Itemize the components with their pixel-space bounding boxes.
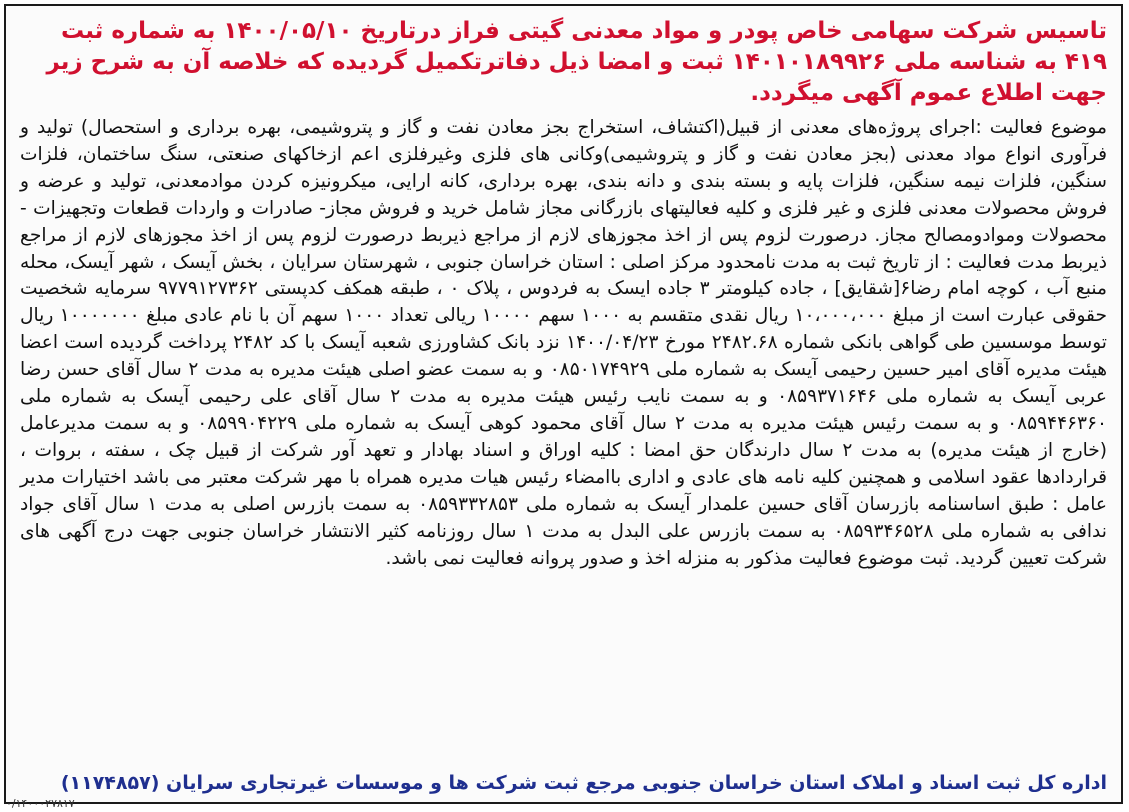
reference-code: ۰/۱۴۰۰۰۲۷۸۱۷ — [6, 797, 75, 810]
notice-footer: اداره کل ثبت اسناد و املاک استان خراسان جنوبی مرجع ثبت شرکت ها و موسسات غیرتجاری سرایان (۱۱۷۴۸۵۷) — [60, 772, 1107, 794]
registration-notice — [4, 4, 1123, 804]
notice-title: تاسیس شرکت سهامی خاص پودر و مواد معدنی گیتی فراز درتاریخ ۱۴۰۰/۰۵/۱۰ به شماره ثبت ۴۱۹ به شناسه ملی ۱۴۰۱۰۱۸۹۹۲۶ ثبت و امضا ذیل دفاترتکمیل گردیده که خلاصه آن به شرح زیر جهت اطلاع عموم آگهی میگردد. — [46, 18, 1107, 106]
notice-body: موضوع فعالیت :اجرای پروژه‌های معدنی از قبیل(اکتشاف، استخراج بجز معادن نفت و گاز و پتروشیمی، بهره برداری و استحصال) تولید و فرآوری انواع مواد معدنی (بجز معادن نفت و گاز و پتروشیمی)وکانی های فلزی وغیرفلزی اعم ازخاکهای صنعتی، سنگ ساختمان، فلزات سنگین، فلزات نیمه سنگین، فلزات پایه و بسته بندی و دانه بندی، بهره برداری، کانه ارایی، میکرونیزه کردن موادمعدنی، تولید و عرضه و فروش محصولات معدنی فلزی و غیر فلزی و کلیه فعالیتهای بازرگانی مجاز شامل خرید و فروش مجاز- صادرات و واردات قطعات وتجهیزات - محصولات وموادومصالح مجاز. درصورت لزوم پس از اخذ مجوزهای لازم از مراجع ذیربط درصورت لزوم پس از اخذ مجوزهای لازم از مراجع ذیربط مدت فعالیت : از تاریخ ثبت به مدت نامحدود مرکز اصلی : استان خراسان جنوبی ، شهرستان سرایان ، بخش آیسک ، شهر آیسک، محله منبع آب ، کوچه امام رضا۶[شقایق] ، جاده کیلومتر ۳ جاده ایسک به فردوس ، پلاک ۰ ، طبقه همکف کدپستی ۹۷۷۹۱۲۷۳۶۲ سرمایه شخصیت حقوقی عبارت است از مبلغ ۱۰،۰۰۰،۰۰۰ ریال نقدی متقسم به ۱۰۰۰ سهم ۱۰۰۰۰ ریالی تعداد ۱۰۰۰ سهم آن با نام عادی مبلغ ۱۰۰۰۰۰۰۰ ریال توسط موسسین طی گواهی بانکی شماره ۲۴۸۲.۶۸ مورخ ۱۴۰۰/۰۴/۲۳ نزد بانک کشاورزی شعبه آیسک با کد ۲۴۸۲ پرداخت گردیده است اعضا هیئت مدیره آقای امیر حسین رحیمی آیسک به شماره ملی ۰۸۵۰۱۷۴۹۲۹ و به سمت عضو اصلی هیئت مدیره به مدت ۲ سال آقای حسن رضا عربی آیسک به شماره ملی ۰۸۵۹۳۷۱۶۴۶ و به سمت نایب رئیس هیئت مدیره به مدت ۲ سال آقای علی رحیمی آیسک به شماره ملی ۰۸۵۹۴۴۶۳۶۰ و به سمت رئیس هیئت مدیره به مدت ۲ سال آقای محمود کوهی آیسک به شماره ملی ۰۸۵۹۹۰۴۲۲۹ و به سمت مدیرعامل (خارج از هیئت مدیره) به مدت ۲ سال دارندگان حق امضا : کلیه اوراق و اسناد بهادار و تعهد آور شرکت از قبیل چک ، سفته ، بروات ، قراردادها عقود اسلامی و همچنین کلیه نامه های عادی و اداری باامضاء رئیس هیات مدیره همراه با مهر شرکت معتبر می باشد اختیارات مدیر عامل : طبق اساسنامه بازرسان آقای حسین علمدار آیسک به شماره ملی ۰۸۵۹۳۳۲۸۵۳ به سمت بازرس اصلی به مدت ۱ سال آقای جواد ندافی به شماره ملی ۰۸۵۹۳۴۶۵۲۸ به سمت بازرس علی البدل به مدت ۱ سال روزنامه کثیر الانتشار خراسان جنوبی جهت درج آگهی های شرکت تعیین گردید. ثبت موضوع فعالیت مذکور به منزله اخذ و صدور پروانه فعالیت نمی باشد. — [20, 117, 1108, 569]
